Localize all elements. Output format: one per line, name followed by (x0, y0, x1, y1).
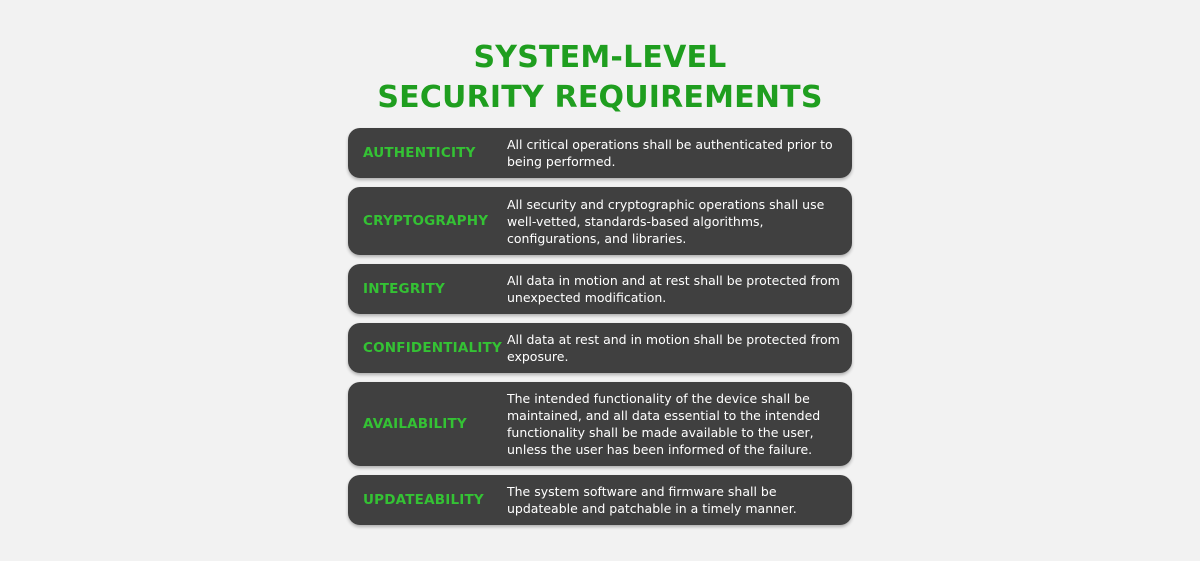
requirement-label: UPDATEABILITY (363, 492, 484, 508)
requirement-card-integrity (348, 264, 852, 314)
requirement-description: The system software and firmware shall be updateable and patchable in a timely manner. (507, 484, 797, 516)
page-title (0, 38, 1200, 118)
requirement-card-confidentiality (348, 323, 852, 373)
title-line-2: SECURITY REQUIREMENTS (377, 80, 823, 115)
requirement-card-authenticity (348, 128, 852, 178)
requirement-card-availability (348, 382, 852, 466)
requirement-description: All data at rest and in motion shall be protected from exposure. (507, 332, 840, 364)
requirement-card-updateability (348, 475, 852, 525)
requirement-description: All critical operations shall be authenticated prior to being performed. (507, 137, 833, 169)
requirement-label: AVAILABILITY (363, 416, 467, 432)
requirement-card-cryptography (348, 187, 852, 255)
title-line-1: SYSTEM-LEVEL (473, 40, 727, 75)
requirement-description: All security and cryptographic operations shall use well-vetted, standards-based algorithms, configurations, and libraries. (507, 196, 825, 246)
requirement-label: CRYPTOGRAPHY (363, 213, 489, 229)
requirement-label: INTEGRITY (363, 281, 446, 297)
requirement-description: The intended functionality of the device shall be maintained, and all data essential to the intended functionality shall be made available to the user, unless the user has been informed of the failure. (507, 391, 821, 457)
requirement-description: All data in motion and at rest shall be protected from unexpected modification. (507, 273, 840, 305)
requirement-label: AUTHENTICITY (363, 145, 476, 161)
requirement-label: CONFIDENTIALITY (363, 340, 502, 356)
